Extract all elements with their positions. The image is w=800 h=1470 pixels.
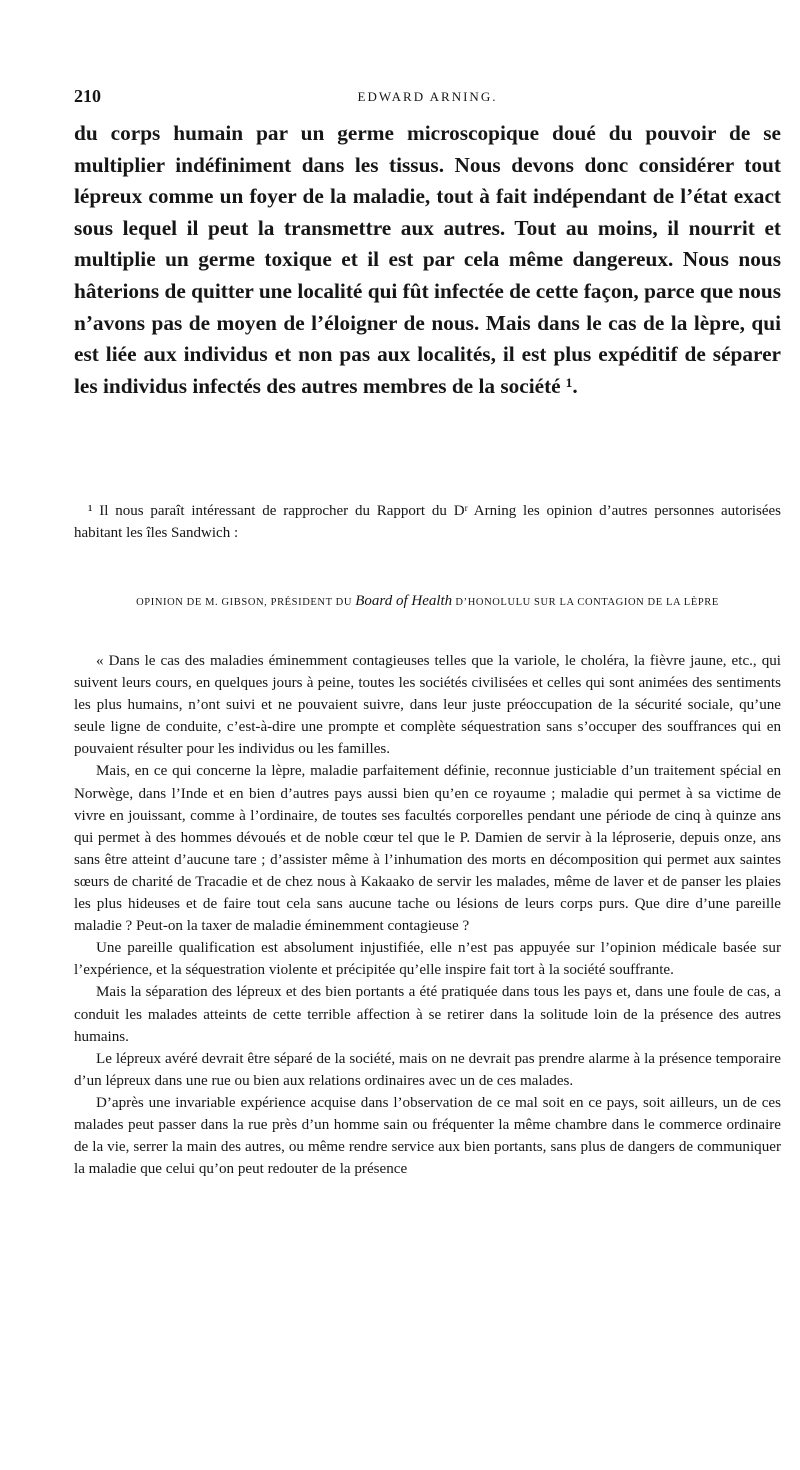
main-text-paragraph: du corps humain par un germe microscopique doué du pouvoir de se multiplier indéfiniment dans les tissus. Nous devons donc considérer tout lépreux comme un foyer de la maladie, tout à fait indépendant de l’état exact sous lequel il peut la transmettre aux autres. Tout au moins, il nourrit et multiplie un germe toxique et il est par cela même dangereux. Nous nous hâterions de quitter une localité qui fût infectée de cette façon, parce que nous n’avons pas de moyen de l’éloigner de nous. Mais dans le cas de la lèpre, qui est liée aux individus et non pas aux localités, il est plus expéditif de séparer les individus infectés des autres membres de la société ¹. — [74, 121, 781, 398]
quote-paragraph: Une pareille qualification est absolument injustifiée, elle n’est pas appuyée sur l’opinion médicale basée sur l’expérience, et la séquestration violente et précipitée qu’elle inspire fait tort à la société souffrante. — [74, 940, 781, 979]
footnote-heading-part-1: OPINION DE M. GIBSON, PRÉSIDENT DU — [136, 597, 353, 608]
running-head: EDWARD ARNING. — [357, 89, 498, 104]
page-number: 210 — [74, 86, 101, 106]
quote-paragraph: « Dans le cas des maladies éminemment contagieuses telles que la variole, le choléra, la fièvre jaune, etc., qui suivent leurs cours, en quelques jours à peine, toutes les sociétés civilisées et celles qui sont animées des sentiments les plus humains, n’ont suivi et ne pouvaient suivre, dans leur juste préoccupation de la sécurité sociale, qu’une seule ligne de conduite, c’est-à-dire une prompte et complète séquestration sans s’occuper des souffrances qui en pouvaient résulter pour les individus ou les familles. — [74, 653, 781, 758]
footnote-quote — [74, 650, 781, 1180]
footnote-heading — [74, 590, 781, 614]
quote-paragraph: D’après une invariable expérience acquise dans l’observation de ce mal soit en ce pays, soit ailleurs, un de ces malades peut passer dans la rue près d’un homme sain ou fréquenter la même chambre dans le commerce ordinaire de la vie, serrer la main des autres, ou même rendre service aux bien portants, sans plus de dangers de communiquer la maladie que celui qu’on peut redouter de la présence — [74, 1094, 781, 1178]
footnote-heading-part-2: D’HONOLULU SUR LA CONTAGION DE LA LÈPRE — [455, 597, 719, 608]
quote-paragraph: Mais la séparation des lépreux et des bien portants a été pratiquée dans tous les pays et, dans une foule de cas, a conduit les malades atteints de cette terrible affection à se retirer dans la solitude loin de la présence des autres humains. — [74, 984, 781, 1045]
quote-paragraph: Le lépreux avéré devrait être séparé de la société, mais on ne devrait pas prendre alarme à la présence temporaire d’un lépreux dans une rue ou bien aux relations ordinaires avec un de ces malades. — [74, 1050, 781, 1089]
footnote-intro: ¹ Il nous paraît intéressant de rapprocher du Rapport du Dʳ Arning les opinion d’autres personnes autorisées habitant les îles Sandwich : — [74, 503, 781, 541]
quote-paragraph: Mais, en ce qui concerne la lèpre, maladie parfaitement définie, reconnue justiciable d’un traitement spécial en Norwège, dans l’Inde et en bien d’autres pays aussi bien qu’en ce royaume ; maladie qui permet à sa victime de vivre en jouissant, comme à l’ordinaire, de toutes ses facultés corporelles pendant une période de cinq à quinze ans qui permet à des hommes dévoués et de noble cœur tel que le P. Damien de servir à la léproserie, depuis onze, ans sans être atteint d’aucune tare ; d’assister même à l’inhumation des morts en décomposition qui permet aux saintes sœurs de charité de Tracadie et de chez nous à Kakaako de servir les malades, même de laver et de panser les plaies les plus hideuses et de faire tout cela sans aucune tache ou lésions de leurs corps purs. Que dire d’une pareille maladie ? Peut-on la taxer de maladie éminemment contagieuse ? — [74, 763, 781, 935]
footnote-heading-italic: Board of Health — [355, 593, 453, 609]
page-header — [74, 86, 781, 108]
